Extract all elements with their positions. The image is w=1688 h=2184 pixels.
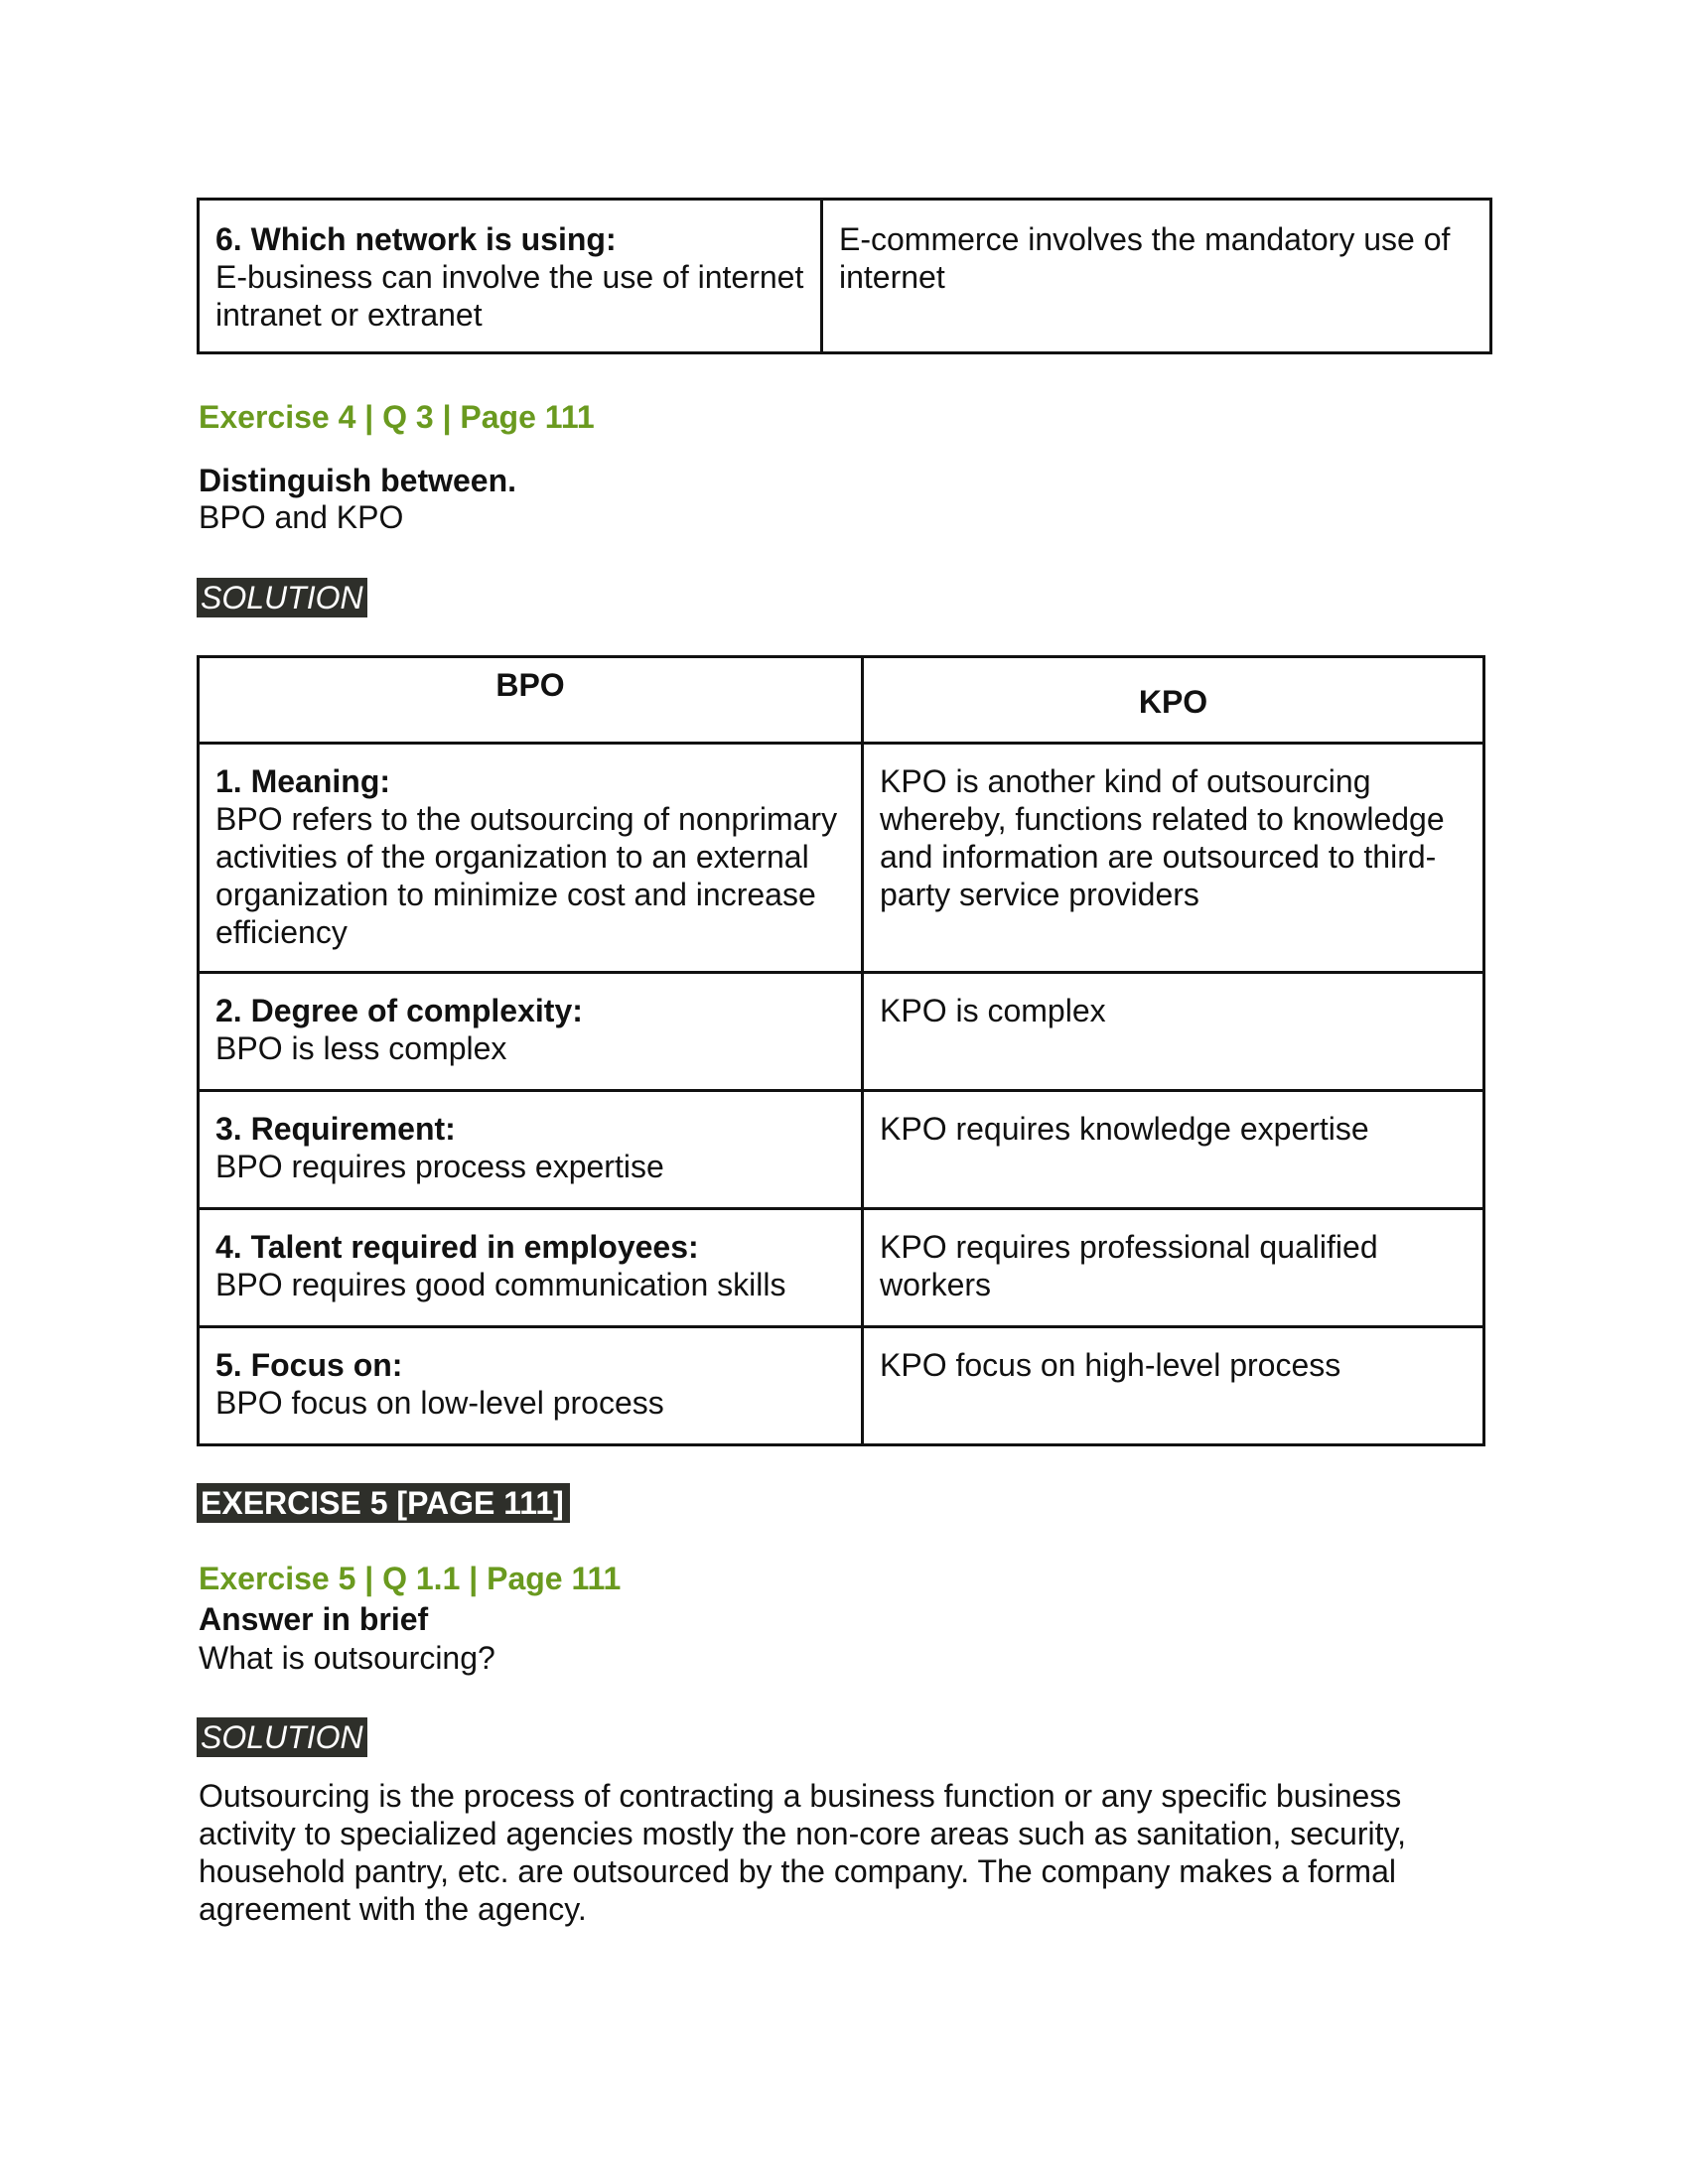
bpo-text: BPO refers to the outsourcing of nonprimary activities of the organization to an external organization to minimize cost and increase efficiency bbox=[215, 801, 838, 950]
row-text: E-business can involve the use of internet intranet or extranet bbox=[215, 259, 804, 333]
table-header-row bbox=[199, 657, 1484, 744]
kpo-cell bbox=[863, 1209, 1484, 1327]
kpo-text: KPO is complex bbox=[880, 993, 1106, 1028]
bpo-cell bbox=[199, 744, 863, 973]
kpo-cell bbox=[863, 1091, 1484, 1209]
bpo-cell bbox=[199, 973, 863, 1091]
row-title: 4. Talent required in employees: bbox=[215, 1229, 699, 1265]
question-text: BPO and KPO bbox=[199, 499, 404, 535]
kpo-cell bbox=[863, 973, 1484, 1091]
answer-paragraph: Outsourcing is the process of contracting a business function or any specific business activity to specialized agencies mostly the non-core areas such as sanitation, security, household pantry, etc. are outsourced by the company. The company makes a formal agreement with the agency. bbox=[199, 1778, 1406, 1927]
table-row bbox=[199, 1327, 1484, 1445]
bpo-text: BPO requires process expertise bbox=[215, 1149, 664, 1184]
instruction-text: Answer in brief bbox=[199, 1601, 429, 1637]
column-header-bpo: BPO bbox=[199, 657, 863, 744]
kpo-text: KPO focus on high-level process bbox=[880, 1347, 1341, 1383]
solution-label: SOLUTION bbox=[197, 1717, 367, 1757]
bpo-cell bbox=[199, 1327, 863, 1445]
table-row bbox=[199, 1209, 1484, 1327]
table-row bbox=[199, 744, 1484, 973]
kpo-text: KPO requires professional qualified workers bbox=[880, 1229, 1378, 1302]
bpo-text: BPO focus on low-level process bbox=[215, 1385, 664, 1421]
kpo-cell bbox=[863, 1327, 1484, 1445]
bpo-cell bbox=[199, 1209, 863, 1327]
kpo-text: KPO is another kind of outsourcing whereby, functions related to knowledge and information are outsourced to third-party service providers bbox=[880, 763, 1445, 912]
table-row bbox=[199, 1091, 1484, 1209]
exercise-heading: Exercise 4 | Q 3 | Page 111 bbox=[199, 399, 595, 435]
bpo-text: BPO is less complex bbox=[215, 1030, 507, 1066]
row-title: 2. Degree of complexity: bbox=[215, 993, 583, 1028]
row-text: E-commerce involves the mandatory use of internet bbox=[839, 221, 1451, 295]
row-title: 1. Meaning: bbox=[215, 763, 391, 799]
exercise-heading: Exercise 5 | Q 1.1 | Page 111 bbox=[199, 1561, 622, 1596]
bpo-text: BPO requires good communication skills bbox=[215, 1267, 786, 1302]
table-cell-left bbox=[199, 200, 822, 353]
row-title: 3. Requirement: bbox=[215, 1111, 456, 1147]
table-row bbox=[199, 973, 1484, 1091]
table-row bbox=[199, 200, 1491, 353]
kpo-text: KPO requires knowledge expertise bbox=[880, 1111, 1369, 1147]
solution-label: SOLUTION bbox=[197, 578, 367, 617]
bpo-kpo-comparison-table bbox=[197, 655, 1485, 1446]
bpo-cell bbox=[199, 1091, 863, 1209]
row-title: 6. Which network is using: bbox=[215, 221, 617, 257]
table-cell-right bbox=[822, 200, 1491, 353]
ebusiness-ecommerce-table bbox=[197, 198, 1492, 354]
exercise-section-label: EXERCISE 5 [PAGE 111] bbox=[197, 1483, 570, 1523]
kpo-cell bbox=[863, 744, 1484, 973]
instruction-text: Distinguish between. bbox=[199, 463, 517, 498]
row-title: 5. Focus on: bbox=[215, 1347, 403, 1383]
column-header-kpo: KPO bbox=[863, 657, 1484, 744]
question-text: What is outsourcing? bbox=[199, 1640, 495, 1676]
